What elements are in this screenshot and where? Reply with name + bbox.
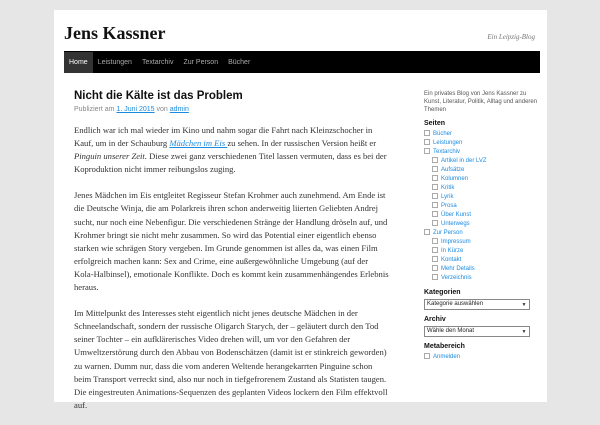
- chevron-down-icon: ▼: [521, 302, 527, 308]
- page-item-leistungen[interactable]: [424, 139, 542, 148]
- site-tagline: Ein Leipzig-Blog: [487, 33, 535, 41]
- post-author-link[interactable]: admin: [169, 106, 189, 113]
- page-item-zur-person[interactable]: [424, 229, 542, 238]
- sub-item-label: Lyrik: [441, 194, 454, 200]
- zur-person-submenu: [424, 238, 542, 283]
- meta-widget-title: Metabereich: [424, 343, 465, 350]
- meta-by: von: [156, 106, 168, 113]
- sub-item-label: In Kürze: [441, 248, 464, 254]
- p1-part-c: Diese zwei ganz verschiedenen Titel lassen vermuten, dass es bei der Koproduktion nicht immer reibungslos zuging.: [74, 151, 387, 175]
- sub-item-label: Mehr Details: [441, 266, 475, 272]
- post-meta: [74, 106, 389, 113]
- post-body: [74, 124, 389, 412]
- textarchiv-submenu: [424, 157, 542, 229]
- p1-part-a: Endlich war ich mal wieder im Kino und nahm sogar die Fahrt nach Kleinzschocher in Kauf, um in der Schauburg: [74, 125, 373, 149]
- post-content: [74, 90, 389, 425]
- nav-item-zur-person[interactable]: Zur Person: [183, 59, 219, 66]
- pages-menu: [424, 130, 542, 283]
- paragraph-3: Im Mittelpunkt des Interesses steht eigentlich nicht jenes deutsche Mädchen in der Schneelandschaft, sondern der russische Oligarch Starych, der – geläutert durch den Tod seiner Tochter – ein aufklärerisches Video drehen will, um vor den Gefahren der Umweltzerstörung durch den Abbau von Bodenschätzen (damit ist er stinkreich geworden) zu warnen. Dumm nur, dass die vom anderen Weltende herangekarrten Pinguine schon beim Transport verreckt sind, also nur noch in tiefgefrorenem Zustand als Statisten taugen. Die eingestreuten Animations-Sequenzen des geplanten Videos lockern den Film effektvoll auf.: [74, 308, 388, 410]
- page-item-label: Leistungen: [433, 140, 463, 146]
- meta-item-login[interactable]: [424, 353, 542, 362]
- film-link[interactable]: Mädchen im Eis: [169, 138, 228, 149]
- paragraph-1: [74, 124, 389, 176]
- sub-item-label: Unterwegs: [441, 221, 470, 227]
- sub-item-label: Impressum: [441, 239, 471, 245]
- bullet-icon: [432, 256, 438, 262]
- archive-widget-title: Archiv: [424, 316, 446, 323]
- bullet-icon: [432, 247, 438, 253]
- page-item-label: Zur Person: [433, 230, 463, 236]
- chevron-down-icon: ▼: [521, 329, 527, 335]
- sub-item[interactable]: [432, 157, 542, 166]
- p1-part-b: zu sehen. In der russischen Version heißt er: [227, 138, 377, 149]
- sub-item[interactable]: [432, 175, 542, 184]
- bullet-icon: [424, 139, 430, 145]
- sidebar-intro: Ein privates Blog von Jens Kassner zu Kunst, Literatur, Politik, Alltag und anderen Themen: [424, 91, 538, 113]
- sub-item-label: Kontakt: [441, 257, 462, 263]
- sub-item[interactable]: [432, 256, 542, 265]
- sub-item[interactable]: [432, 247, 542, 256]
- sub-item[interactable]: [432, 166, 542, 175]
- meta-prefix: Publiziert am: [74, 106, 115, 113]
- nav-item-textarchiv[interactable]: Textarchiv: [141, 59, 174, 66]
- bullet-icon: [432, 202, 438, 208]
- bullet-icon: [432, 265, 438, 271]
- sub-item[interactable]: [432, 238, 542, 247]
- sub-item-label: Verzeichnis: [441, 275, 472, 281]
- post-date-link[interactable]: 1. Juni 2015: [116, 106, 155, 113]
- sub-item-label: Prosa: [441, 203, 457, 209]
- nav-item-leistungen[interactable]: Leistungen: [97, 59, 132, 66]
- archive-select-value: Wähle den Monat: [427, 328, 475, 334]
- bullet-icon: [424, 130, 430, 136]
- nav-item-buecher[interactable]: Bücher: [228, 59, 251, 66]
- page: [54, 10, 547, 410]
- bullet-icon: [432, 220, 438, 226]
- sub-item-label: Über Kunst: [441, 212, 472, 218]
- site-title[interactable]: Jens Kassner: [64, 23, 166, 43]
- textarchiv-submenu-wrap: [424, 157, 542, 229]
- zur-person-submenu-wrap: [424, 238, 542, 283]
- page-item-textarchiv[interactable]: [424, 148, 542, 157]
- bullet-icon: [432, 175, 438, 181]
- page-item-label: Textarchiv: [433, 149, 461, 155]
- bullet-icon: [432, 157, 438, 163]
- paragraph-2: Jenes Mädchen im Eis entgleitet Regisseur Stefan Krohmer auch zunehmend. Am Ende ist die Deutsche Winja, die am Polarkreis ihren schon anderweitig liierten Geliebten Andrej sucht, nur noch eine Nebenfigur. Die verschiedenen Stränge der Handlung dröseln auf, und Krohmer bringt sie nicht mehr zusammen. So wird das Potential einer eigentlich ebenso starken wie schrägen Story vergeben. Im Grunde genommen ist alles da, was einen Film erfolgreich machen kann: Sex and Crime, eine außergewöhnliche Umgebung (auf der Kola-Halbinsel), emotionale Konflikte. Doch es kommt kein zusammenhängendes Erlebnis heraus.: [74, 190, 389, 293]
- archive-select[interactable]: [424, 326, 530, 337]
- sub-item-label: Aufsätze: [441, 167, 465, 173]
- sub-item[interactable]: [432, 211, 542, 220]
- sub-item[interactable]: [432, 265, 542, 274]
- bullet-icon: [432, 211, 438, 217]
- meta-menu: [424, 353, 542, 362]
- sidebar: [424, 90, 542, 362]
- sub-item-label: Kritik: [441, 185, 455, 191]
- sub-item-label: Kolumnen: [441, 176, 469, 182]
- sub-item[interactable]: [432, 193, 542, 202]
- sub-item[interactable]: [432, 220, 542, 229]
- sub-item-label: Artikel in der LVZ: [441, 158, 487, 164]
- post-title[interactable]: Nicht die Kälte ist das Problem: [74, 90, 243, 102]
- categories-select[interactable]: [424, 299, 530, 310]
- bullet-icon: [432, 238, 438, 244]
- bullet-icon: [432, 166, 438, 172]
- sub-item[interactable]: [432, 184, 542, 193]
- bullet-icon: [424, 353, 430, 359]
- sub-item[interactable]: [432, 202, 542, 211]
- pages-widget-title: Seiten: [424, 120, 446, 127]
- sub-item[interactable]: [432, 274, 542, 283]
- meta-item-label: Anmelden: [433, 354, 461, 360]
- bullet-icon: [424, 148, 430, 154]
- categories-select-value: Kategorie auswählen: [427, 301, 484, 307]
- page-item-label: Bücher: [433, 131, 453, 137]
- page-item-buecher[interactable]: [424, 130, 542, 139]
- bullet-icon: [424, 229, 430, 235]
- nav-item-home[interactable]: Home: [64, 52, 93, 73]
- main-nav: [64, 51, 540, 73]
- bullet-icon: [432, 184, 438, 190]
- categories-widget-title: Kategorien: [424, 289, 461, 296]
- bullet-icon: [432, 193, 438, 199]
- p1-emphasis: Pinguin unserer Zeit.: [74, 151, 147, 162]
- bullet-icon: [432, 274, 438, 280]
